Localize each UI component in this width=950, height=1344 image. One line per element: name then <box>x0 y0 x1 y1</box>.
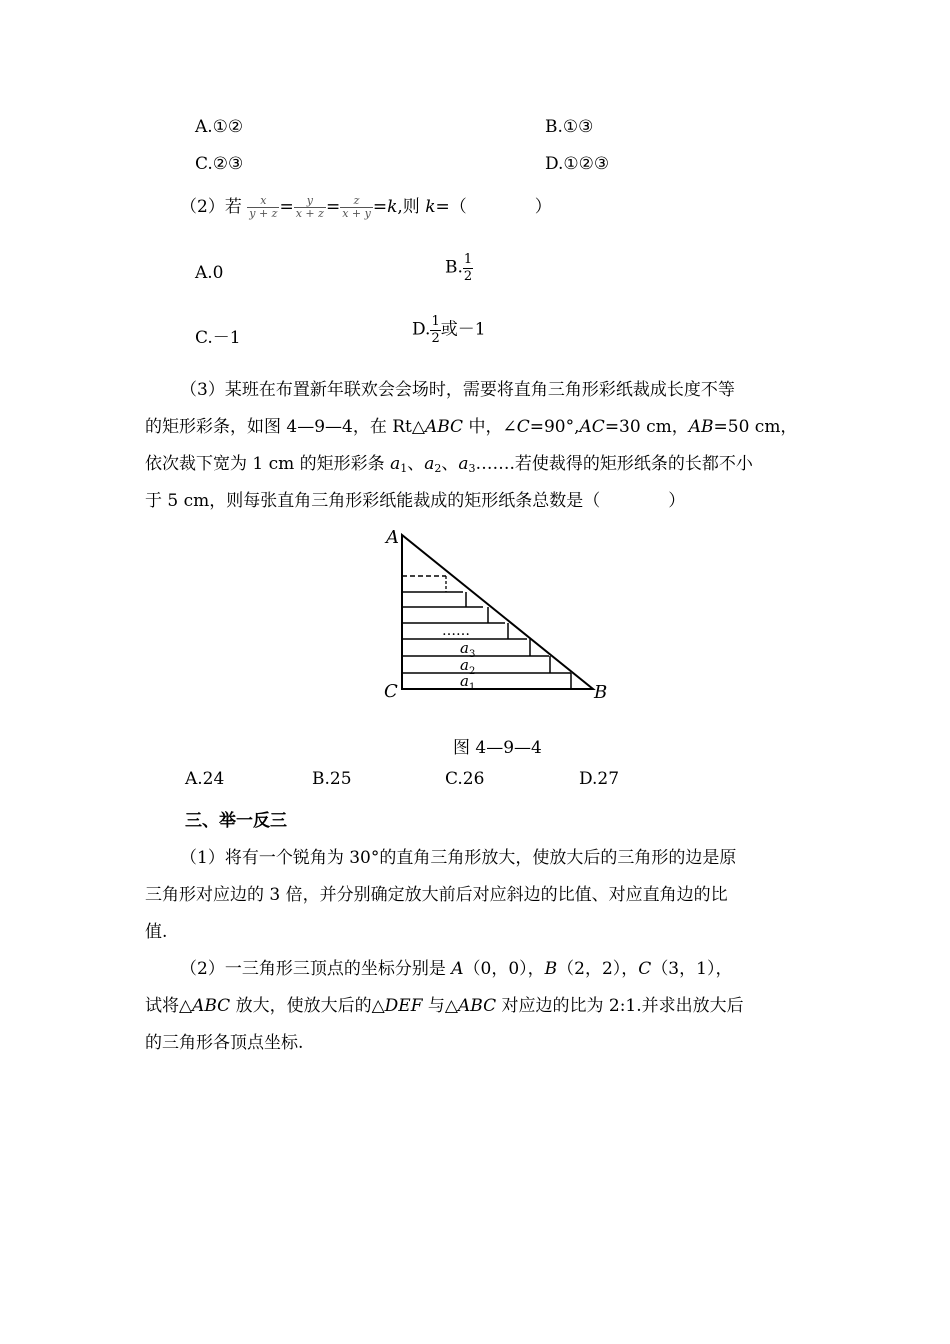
triangle-figure <box>380 525 620 710</box>
q2-fraction-3: $\frac{z}{x + y}$ <box>342 193 371 220</box>
q3-option-d: D.27 <box>579 769 620 789</box>
strip-label-a3: $a_3$ <box>460 639 476 660</box>
q2-fraction-1: $\frac{x}{y + z}$ <box>249 193 278 220</box>
s3-p1-line-3: 值. <box>145 922 168 942</box>
q1-option-b: B.①③ <box>545 117 594 137</box>
q3-line-2: 的矩形彩条，如图 4—9—4，在 Rt△ABC 中，∠C=90°,AC=30 cm，AB=50 cm， <box>145 417 798 437</box>
q1-option-a: A.①② <box>195 117 244 137</box>
q3-option-a: A.24 <box>185 769 225 789</box>
q3-line-4: 于 5 cm，则每张直角三角形彩纸能裁成的矩形纸条总数是（ ） <box>145 491 686 511</box>
strip-label-a2: $a_2$ <box>460 656 476 677</box>
vertex-label-b: B <box>594 682 608 703</box>
ellipsis: …… <box>442 623 470 639</box>
q2-stem: （2）若 $\frac{x}{y + z}$ = $\frac{y}{x + z}$ = $\frac{z}{x + y}$ =k,则 k=（ ） <box>180 193 552 220</box>
s3-p2-line-2: 试将△ABC 放大，使放大后的△DEF 与△ABC 对应边的比为 2:1.并求出放大后 <box>145 996 744 1016</box>
vertex-label-c: C <box>384 681 398 702</box>
q3-line-1: （3）某班在布置新年联欢会会场时，需要将直角三角形彩纸裁成长度不等 <box>180 380 735 400</box>
q2-option-d: D. $\frac{1}{2}$ 或－1 <box>412 314 486 346</box>
q1-option-d: D.①②③ <box>545 154 610 174</box>
s3-p1-line-2: 三角形对应边的 3 倍，并分别确定放大前后对应斜边的比值、对应直角边的比 <box>145 885 728 905</box>
s3-p2-line-3: 的三角形各顶点坐标. <box>145 1033 304 1053</box>
vertex-label-a: A <box>386 527 399 548</box>
triangle-outline <box>402 535 593 689</box>
strip-label-a1: $a_1$ <box>460 672 476 693</box>
q3-option-b: B.25 <box>312 769 352 789</box>
section-heading: 三、举一反三 <box>185 811 287 831</box>
q2-fraction-2: $\frac{y}{x + z}$ <box>295 193 324 220</box>
s3-p1-line-1: （1）将有一个锐角为 30°的直角三角形放大，使放大后的三角形的边是原 <box>180 848 737 868</box>
q2-option-c: C.－1 <box>195 328 241 348</box>
q3-line-3: 依次裁下宽为 1 cm 的矩形彩条 $a_1$、$a_2$、$a_3\dots\dots$.若使裁得的矩形纸条的长都不小 <box>145 454 753 475</box>
q1-option-c: C.②③ <box>195 154 244 174</box>
s3-p2-line-1: （2）一三角形三顶点的坐标分别是 A（0，0），B（2，2），C（3，1）， <box>180 959 733 979</box>
q2-option-b: B. $\frac{1}{2}$ <box>445 252 473 284</box>
q3-option-c: C.26 <box>445 769 485 789</box>
figure-caption: 图 4—9—4 <box>453 738 542 758</box>
q2-option-a: A.0 <box>195 263 224 283</box>
